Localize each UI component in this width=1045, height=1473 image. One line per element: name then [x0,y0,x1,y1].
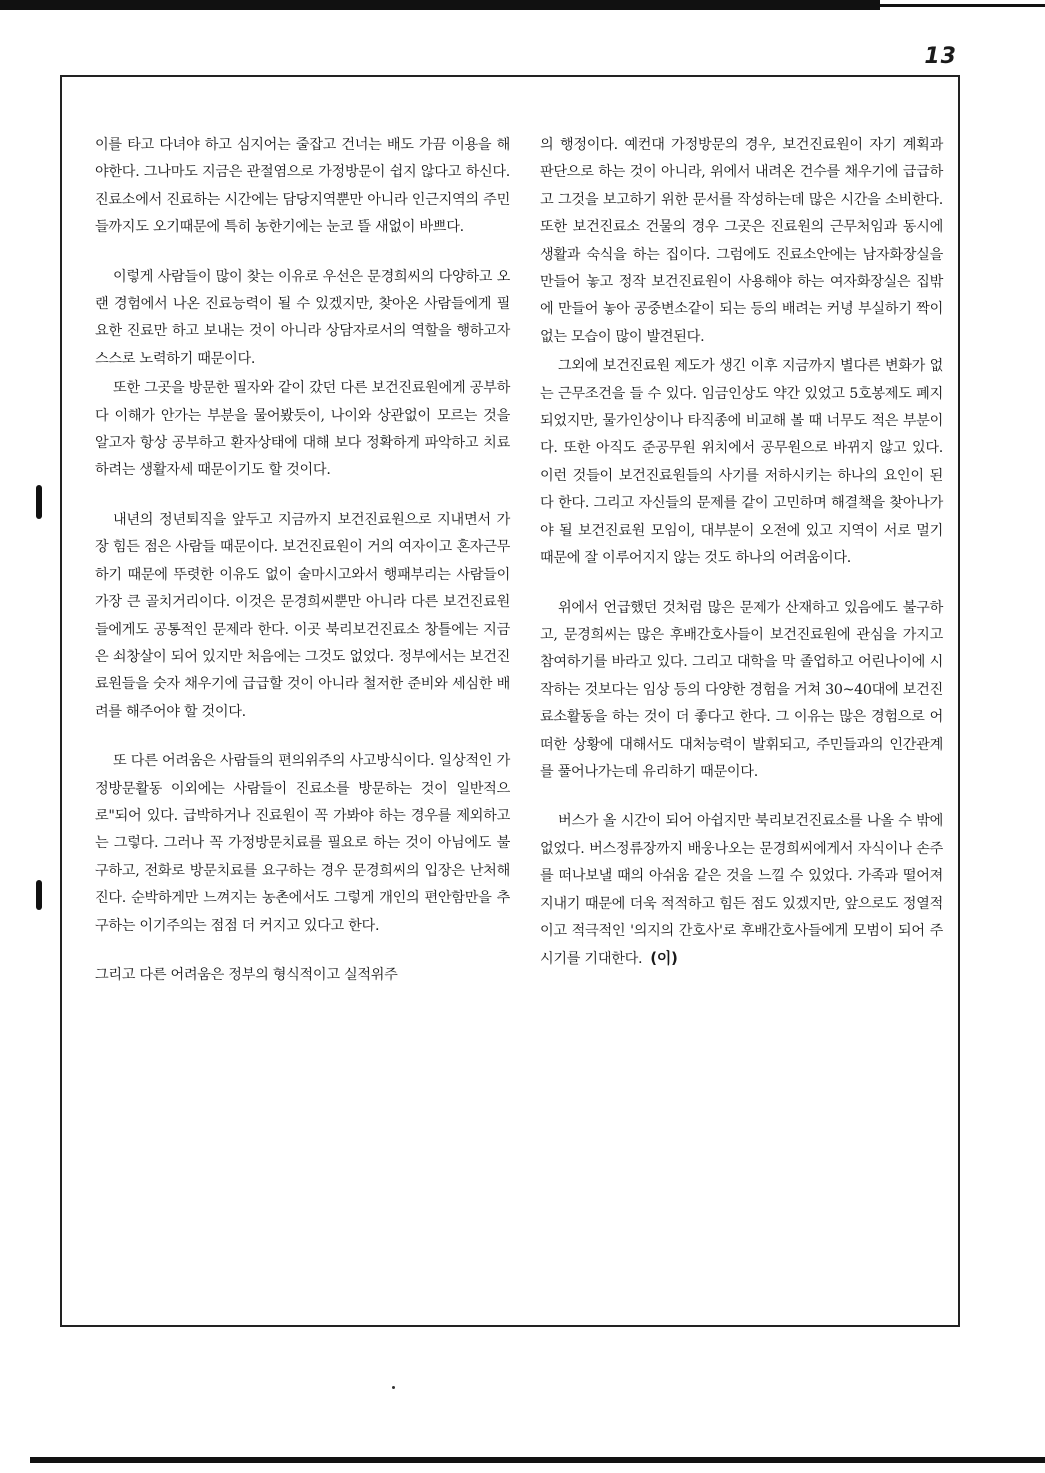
paragraph: 위에서 언급했던 것처럼 많은 문제가 산재하고 있음에도 불구하고, 문경희씨는 많은 후배간호사들이 보건진료원에 관심을 가지고 참여하기를 바라고 있다. 그리고 대학을 막 졸업하고 어린나이에 시작하는 것보다는 임상 등의 다양한 경험을 거쳐 30~40대에 보건진료소활동을 하는 것이 더 좋다고 한다. 그 이유는 많은 경험으로 어떠한 상황에 대해서도 대처능력이 발휘되고, 주민들과의 인간관계를 풀어나가는데 유리하기 때문이다. [540,599,943,780]
top-border-line [880,4,1045,7]
paragraph: 이를 타고 다녀야 하고 심지어는 줄잡고 건너는 배도 가끔 이용을 해야한다. 그나마도 지금은 관절염으로 가정방문이 쉽지 않다고 하신다. 진료소에서 진료하는 시간에는 담당지역뿐만 아니라 인근지역의 주민들까지도 오기때문에 특히 농한기에는 눈코 뜰 새없이 바쁘다. [95,137,510,236]
paragraph: 그리고 다른 어려움은 정부의 형식적이고 실적위주 [95,966,398,983]
top-border-bar [0,0,880,10]
paragraph: 의 행정이다. 예컨대 가정방문의 경우, 보건진료원이 자기 계획과 판단으로 하는 것이 아니라, 위에서 내려온 건수를 채우기에 급급하고 그것을 보고하기 위한 문서를 작성하는데 많은 시간을 소비한다. 또한 보건진료소 건물의 경우 그곳은 진료원의 근무처임과 동시에 생활과 숙식을 하는 집이다. 그럼에도 진료소안에는 남자화장실을 만들어 놓고 정작 보건진료원이 사용해야 하는 여자화장실은 집밖에 만들어 놓아 공중변소같이 되는 등의 배려는 커녕 부실하기 짝이 없는 모습이 많이 발견된다. [540,137,943,345]
paragraph: 그외에 보건진료원 제도가 생긴 이후 지금까지 별다른 변화가 없는 근무조건을 들 수 있다. 임금인상도 약간 있었고 5호봉제도 폐지되었지만, 물가인상이나 타직종에 비교해 볼 때 너무도 적은 부분이다. 또한 아직도 준공무원 위치에서 공무원으로 바뀌지 않고 있다. 이런 것들이 보건진료원들의 사기를 저하시키는 하나의 요인이 된다 한다. 그리고 자신들의 문제를 같이 고민하며 해결책을 찾아나가야 될 보건진료원 모임이, 대부분이 오전에 있고 지역이 서로 멀기때문에 잘 이루어지지 않는 것도 하나의 어려움이다. [540,358,943,567]
bottom-border-bar [30,1457,1045,1463]
right-column [540,132,943,974]
author-signature: (이) [650,949,678,968]
paragraph [540,808,943,973]
paragraph: 이렇게 사람들이 많이 찾는 이유로 우선은 문경희씨의 다양하고 오랜 경험에서 나온 진료능력이 될 수 있겠지만, 찾아온 사람들에게 필요한 진료만 하고 보내는 것이 아니라 상담자로서의 역할을 행하고자 스스로 노력하기 때문이다. [95,268,510,367]
paragraph: 또 다른 어려움은 사람들의 편의위주의 사고방식이다. 일상적인 가정방문활동 이외에는 사람들이 진료소를 방문하는 것이 일반적으로"되어 있다. 급박하거나 진료원이 꼭 가봐야 하는 경우를 제외하고는 그렇다. 그러나 꼭 가정방문치료를 필요로 하는 것이 아님에도 불구하고, 전화로 방문치료를 요구하는 경우 문경희씨의 입장은 난처해진다. 순박하게만 느껴지는 농촌에서도 그렇게 개인의 편안함만을 추구하는 이기주의는 점점 더 커지고 있다고 한다. [95,753,510,934]
margin-mark-upper [36,485,42,519]
page-number: 13 [924,44,957,69]
margin-mark-lower [36,880,42,910]
scan-speck [392,1386,395,1389]
closing-paragraph-text: 버스가 올 시간이 되어 아쉽지만 북리보건진료소를 나올 수 밖에 없었다. 버스정류장까지 배웅나오는 문경희씨에게서 자식이나 손주를 떠나보낼 때의 아쉬움 같은 것을 느낄 수 있었다. 가족과 떨어져 지내기 때문에 더욱 적적하고 힘든 점도 있겠지만, 앞으로도 정열적이고 적극적인 '의지의 간호사'로 후배간호사들에게 모범이 되어 주시기를 기대한다. [540,813,943,968]
left-column [95,132,510,989]
paragraph: 내년의 정년퇴직을 앞두고 지금까지 보건진료원으로 지내면서 가장 힘든 점은 사람들 때문이다. 보건진료원이 거의 여자이고 혼자근무하기 때문에 뚜렷한 이유도 없이 술마시고와서 행패부리는 사람들이 가장 큰 골치거리이다. 이것은 문경희씨뿐만 아니라 다른 보건진료원들에게도 공통적인 문제라 한다. 이곳 북리보건진료소 창틀에는 지금은 쇠창살이 되어 있지만 처음에는 그것도 없었다. 정부에서는 보건진료원들을 숫자 채우기에 급급할 것이 아니라 철저한 준비와 세심한 배려를 해주어야 할 것이다. [95,511,510,720]
paragraph: 또한 그곳을 방문한 필자와 같이 갔던 다른 보건진료원에게 공부하다 이해가 안가는 부분을 물어봤듯이, 나이와 상관없이 모르는 것을 알고자 항상 공부하고 환자상태에 대해 보다 정확하게 파악하고 치료하려는 생활자세 때문이기도 할 것이다. [95,380,510,479]
